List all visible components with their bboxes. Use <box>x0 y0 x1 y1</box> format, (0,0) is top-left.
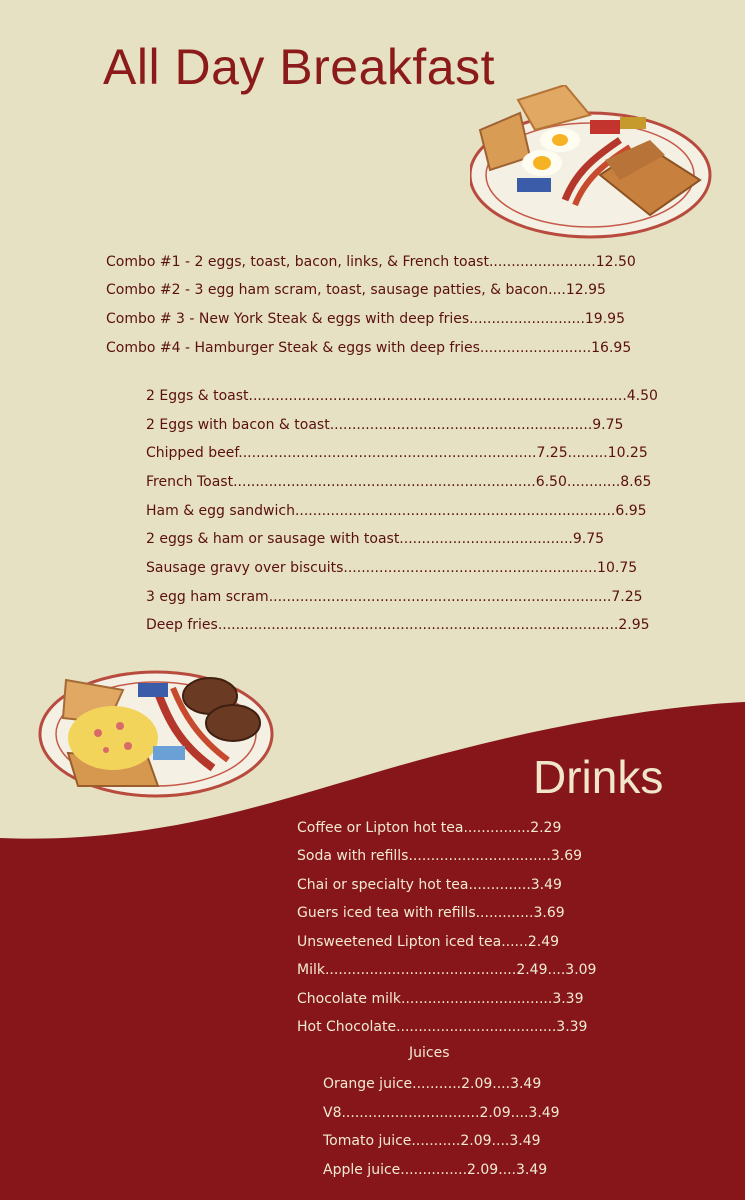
juice-item: Tomato juice...........2.09....3.49 <box>323 1133 541 1149</box>
drink-item: Guers iced tea with refills.............3.69 <box>297 905 565 921</box>
menu-item: 2 eggs & ham or sausage with toast.......................................9.75 <box>146 531 605 547</box>
menu-item: Deep fries..........................................................................................2.95 <box>146 617 650 633</box>
combo-item: Combo # 3 - New York Steak & eggs with deep fries..........................19.95 <box>106 311 625 327</box>
drink-item: Milk...........................................2.49....3.09 <box>297 962 597 978</box>
menu-item: 2 Eggs & toast.....................................................................................4.50 <box>146 388 658 404</box>
menu-item: Chipped beef...................................................................7.25.........10.25 <box>146 445 648 461</box>
juice-item: V8...............................2.09....3.49 <box>323 1105 560 1121</box>
drink-item: Coffee or Lipton hot tea...............2.29 <box>297 820 562 836</box>
page-title: All Day Breakfast <box>103 39 495 95</box>
drinks-title: Drinks <box>533 751 664 803</box>
drink-item: Chocolate milk..................................3.39 <box>297 991 584 1007</box>
menu-item: Sausage gravy over biscuits.........................................................10.75 <box>146 560 638 576</box>
juice-item: Orange juice...........2.09....3.49 <box>323 1076 542 1092</box>
menu-item: French Toast....................................................................6.50............8.65 <box>146 474 652 490</box>
combo-item: Combo #4 - Hamburger Steak & eggs with deep fries.........................16.95 <box>106 340 632 356</box>
menu-item: Ham & egg sandwich........................................................................6.95 <box>146 503 647 519</box>
breakfast-plate-image-top <box>470 85 715 245</box>
juices-heading: Juices <box>409 1045 450 1061</box>
drink-item: Chai or specialty hot tea..............3.49 <box>297 877 562 893</box>
drink-item: Soda with refills................................3.69 <box>297 848 583 864</box>
menu-item: 2 Eggs with bacon & toast...........................................................9.75 <box>146 417 624 433</box>
drink-item: Hot Chocolate....................................3.39 <box>297 1019 588 1035</box>
drink-item: Unsweetened Lipton iced tea......2.49 <box>297 934 560 950</box>
breakfast-plate-image-bottom <box>38 668 278 803</box>
combo-item: Combo #1 - 2 eggs, toast, bacon, links, & French toast........................12.50 <box>106 254 636 270</box>
menu-item: 3 egg ham scram.............................................................................7.25 <box>146 589 643 605</box>
combo-item: Combo #2 - 3 egg ham scram, toast, sausage patties, & bacon....12.95 <box>106 282 606 298</box>
juice-item: Apple juice...............2.09....3.49 <box>323 1162 548 1178</box>
